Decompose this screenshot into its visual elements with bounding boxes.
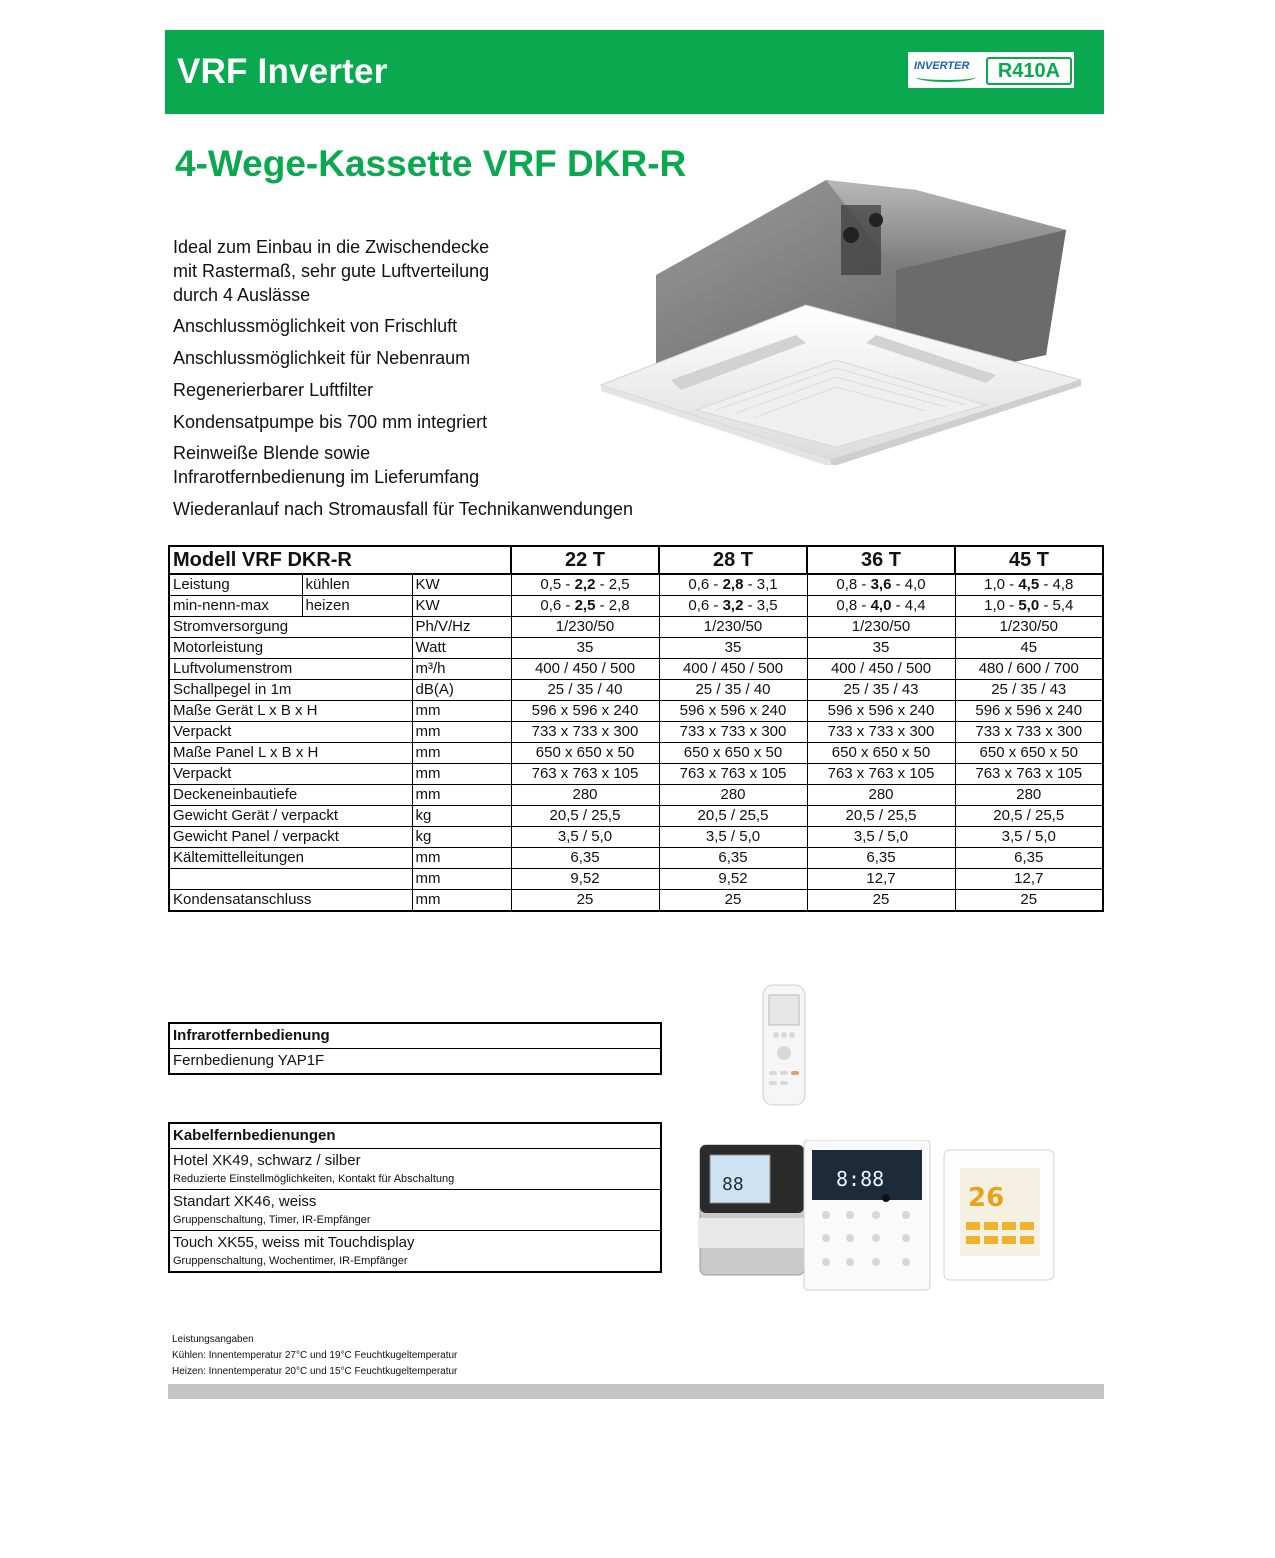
feature-line: Reinweiße Blende sowie [173,443,371,463]
spec-header-row [169,546,1103,574]
value-cell: 25 / 35 / 43 [807,680,955,701]
value-cell: 763 x 763 x 105 [511,764,659,785]
spec-row [169,638,1103,659]
cable-remote-item [170,1148,660,1189]
value-cell: 650 x 650 x 50 [955,743,1103,764]
value-cell: 25 / 35 / 43 [955,680,1103,701]
row-label: Kältemittelleitungen [169,848,412,869]
value-cell: 280 [807,785,955,806]
feature-line: Ideal zum Einbau in die Zwischendecke [173,237,490,257]
footnote: Heizen: Innentemperatur 20°C und 15°C Feuchtkugeltemperatur [172,1366,458,1377]
cable-remote-item [170,1230,660,1271]
value-cell: 0,5 - 2,2 - 2,5 [511,574,659,596]
mode-label: heizen [302,596,412,617]
value-cell: 400 / 450 / 500 [659,659,807,680]
value-cell: 1/230/50 [807,617,955,638]
r410a-logo: R410A [986,57,1072,85]
header-band [165,30,1104,114]
feature-line: Wiederanlauf nach Stromausfall für Technikanwendungen [173,499,633,519]
model-column-header: 28 T [659,546,807,574]
spec-row [169,743,1103,764]
spec-row [169,890,1103,912]
cable-remote-desc: Reduzierte Einstellmöglichkeiten, Kontakt für Abschaltung [173,1173,455,1185]
value-cell: 596 x 596 x 240 [807,701,955,722]
unit-cell: mm [412,869,511,890]
row-label [169,869,412,890]
value-cell: 733 x 733 x 300 [659,722,807,743]
value-cell: 596 x 596 x 240 [511,701,659,722]
value-cell: 45 [955,638,1103,659]
xk46-display: 8:88 [836,1167,885,1191]
capacity-heating-row [169,596,1103,617]
value-cell: 650 x 650 x 50 [511,743,659,764]
cable-remote-name: Standart XK46, weiss [173,1193,317,1210]
value-cell: 9,52 [659,869,807,890]
value-cell: 1,0 - 5,0 - 5,4 [955,596,1103,617]
unit-cell: Ph/V/Hz [412,617,511,638]
unit-cell: KW [412,574,511,596]
unit-cell: KW [412,596,511,617]
spec-table [168,545,1104,912]
value-cell: 480 / 600 / 700 [955,659,1103,680]
value-cell: 25 [807,890,955,912]
row-label: Leistung [169,574,302,596]
value-cell: 3,5 / 5,0 [511,827,659,848]
value-cell: 596 x 596 x 240 [955,701,1103,722]
row-label: Maße Gerät L x B x H [169,701,412,722]
value-cell: 400 / 450 / 500 [807,659,955,680]
unit-cell: mm [412,764,511,785]
row-label: Gewicht Gerät / verpackt [169,806,412,827]
cable-remotes-box [168,1122,662,1273]
value-cell: 0,6 - 2,5 - 2,8 [511,596,659,617]
value-cell: 35 [659,638,807,659]
unit-cell: dB(A) [412,680,511,701]
value-cell: 3,5 / 5,0 [807,827,955,848]
row-label: Schallpegel in 1m [169,680,412,701]
spec-row [169,827,1103,848]
row-label: min-nenn-max [169,596,302,617]
row-label: Deckeneinbautiefe [169,785,412,806]
row-label: Luftvolumenstrom [169,659,412,680]
unit-cell: mm [412,722,511,743]
spec-row [169,659,1103,680]
feature-line: Infrarotfernbedienung im Lieferumfang [173,467,480,487]
value-cell: 763 x 763 x 105 [659,764,807,785]
ir-remote-item: Fernbedienung YAP1F [170,1048,660,1073]
value-cell: 20,5 / 25,5 [511,806,659,827]
value-cell: 20,5 / 25,5 [955,806,1103,827]
cable-remote-item [170,1189,660,1230]
ir-remote-box [168,1022,662,1075]
value-cell: 3,5 / 5,0 [955,827,1103,848]
value-cell: 12,7 [955,869,1103,890]
row-label: Verpackt [169,722,412,743]
row-label: Stromversorgung [169,617,412,638]
spec-row [169,722,1103,743]
feature-line: Kondensatpumpe bis 700 mm integriert [173,412,488,432]
footnote: Kühlen: Innentemperatur 27°C und 19°C Feuchtkugeltemperatur [172,1350,458,1361]
model-column-header: 22 T [511,546,659,574]
header-title: VRF Inverter [177,52,388,91]
cable-remote-desc: Gruppenschaltung, Wochentimer, IR-Empfänger [173,1255,408,1267]
value-cell: 9,52 [511,869,659,890]
value-cell: 3,5 / 5,0 [659,827,807,848]
spec-row [169,764,1103,785]
footer-bar [168,1384,1104,1399]
feature-line: Anschlussmöglichkeit von Frischluft [173,316,458,336]
value-cell: 280 [955,785,1103,806]
spec-row [169,806,1103,827]
value-cell: 6,35 [659,848,807,869]
value-cell: 733 x 733 x 300 [807,722,955,743]
cable-remote-name: Touch XK55, weiss mit Touchdisplay [173,1234,415,1251]
model-column-header: 36 T [807,546,955,574]
model-column-header: 45 T [955,546,1103,574]
feature-line: mit Rastermaß, sehr gute Luftverteilung [173,261,490,281]
feature-line: Anschlussmöglichkeit für Nebenraum [173,348,471,368]
feature-line: Regenerierbarer Luftfilter [173,380,374,400]
value-cell: 1,0 - 4,5 - 4,8 [955,574,1103,596]
row-label: Maße Panel L x B x H [169,743,412,764]
value-cell: 280 [659,785,807,806]
value-cell: 25 / 35 / 40 [659,680,807,701]
product-title: 4-Wege-Kassette VRF DKR-R [175,143,687,184]
value-cell: 6,35 [511,848,659,869]
value-cell: 650 x 650 x 50 [659,743,807,764]
model-label: Modell VRF DKR-R [169,546,511,574]
wired-remotes-image [698,1140,1058,1300]
unit-cell: kg [412,827,511,848]
row-label: Verpackt [169,764,412,785]
spec-row [169,869,1103,890]
value-cell: 650 x 650 x 50 [807,743,955,764]
unit-cell: m³/h [412,659,511,680]
unit-cell: kg [412,806,511,827]
cable-remotes-title: Kabelfernbedienungen [173,1127,336,1144]
value-cell: 596 x 596 x 240 [659,701,807,722]
xk49-display: 88 [722,1174,744,1195]
value-cell: 25 [511,890,659,912]
value-cell: 0,8 - 4,0 - 4,4 [807,596,955,617]
footnote: Leistungsangaben [172,1334,254,1345]
value-cell: 763 x 763 x 105 [807,764,955,785]
value-cell: 25 / 35 / 40 [511,680,659,701]
value-cell: 25 [659,890,807,912]
value-cell: 35 [511,638,659,659]
value-cell: 6,35 [807,848,955,869]
value-cell: 0,8 - 3,6 - 4,0 [807,574,955,596]
value-cell: 733 x 733 x 300 [955,722,1103,743]
unit-cell: Watt [412,638,511,659]
capacity-cooling-row [169,574,1103,596]
cable-remote-name: Hotel XK49, schwarz / silber [173,1152,361,1169]
inverter-logo-arc [916,72,976,82]
value-cell: 733 x 733 x 300 [511,722,659,743]
value-cell: 20,5 / 25,5 [659,806,807,827]
value-cell: 0,6 - 3,2 - 3,5 [659,596,807,617]
row-label: Kondensatanschluss [169,890,412,912]
value-cell: 1/230/50 [659,617,807,638]
value-cell: 1/230/50 [511,617,659,638]
inverter-logo: INVERTER [914,60,970,72]
unit-cell: mm [412,743,511,764]
unit-cell: mm [412,848,511,869]
value-cell: 0,6 - 2,8 - 3,1 [659,574,807,596]
row-label: Gewicht Panel / verpackt [169,827,412,848]
ir-remote-image [758,983,810,1107]
cable-remote-desc: Gruppenschaltung, Timer, IR-Empfänger [173,1214,371,1226]
feature-line: durch 4 Auslässe [173,285,311,305]
unit-cell: mm [412,701,511,722]
spec-row [169,848,1103,869]
value-cell: 763 x 763 x 105 [955,764,1103,785]
unit-cell: mm [412,785,511,806]
value-cell: 1/230/50 [955,617,1103,638]
spec-row [169,785,1103,806]
mode-label: kühlen [302,574,412,596]
ir-remote-title: Infrarotfernbedienung [173,1027,330,1044]
spec-row [169,617,1103,638]
value-cell: 6,35 [955,848,1103,869]
row-label: Motorleistung [169,638,412,659]
spec-row [169,701,1103,722]
cassette-unit-image [596,175,1086,465]
value-cell: 35 [807,638,955,659]
value-cell: 12,7 [807,869,955,890]
spec-row [169,680,1103,701]
unit-cell: mm [412,890,511,912]
brand-logos [908,52,1074,88]
value-cell: 280 [511,785,659,806]
value-cell: 25 [955,890,1103,912]
value-cell: 400 / 450 / 500 [511,659,659,680]
xk55-display: 26 [968,1183,1005,1213]
value-cell: 20,5 / 25,5 [807,806,955,827]
